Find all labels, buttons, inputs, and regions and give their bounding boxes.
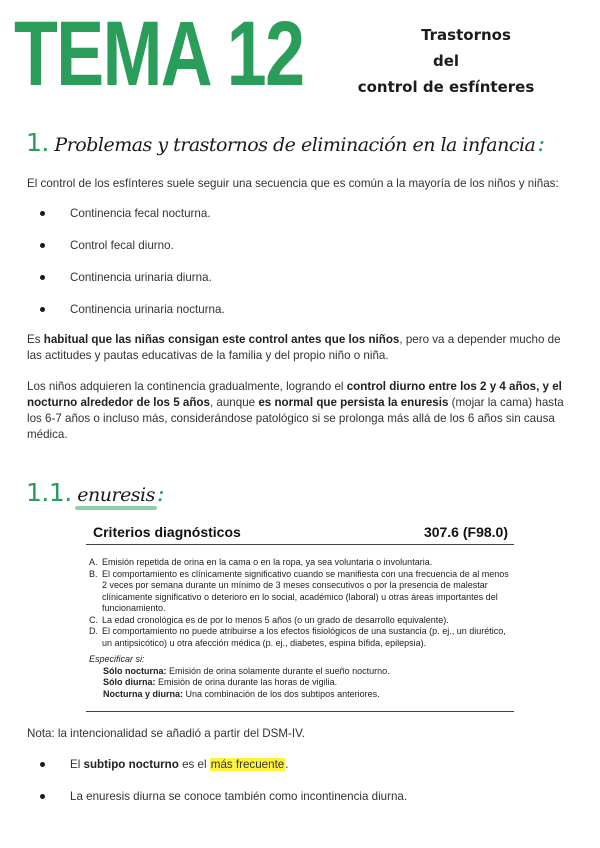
- criteria-list: [86, 557, 514, 649]
- section-colon: :: [156, 481, 165, 507]
- criterion-item: A. Emisión repetida de orina en la cama o en la ropa, ya sea voluntaria o involuntaria.: [89, 557, 433, 567]
- subtype-list: [86, 666, 514, 701]
- intro-paragraph: El control de los esfínteres suele seguir una secuencia que es común a la mayoría de los niños y niñas:: [27, 177, 559, 190]
- bullet-icon: [40, 243, 45, 248]
- highlighted-text: más frecuente: [210, 758, 285, 771]
- bullet-icon: [40, 275, 45, 280]
- note-paragraph: Nota: la intencionalidad se añadió a partir del DSM-IV.: [27, 727, 305, 740]
- paragraph-continence-age: Los niños adquieren la continencia gradualmente, logrando el control diurno entre los 2 y 4 años, y el nocturno alrededor de los 5 años, aunque es normal que persista la enuresis (mojar la cama) hasta los 6-7 años o incluso más, considerándose patológico si se prolonga más allá de los 6 años sin causa médica.: [27, 380, 564, 441]
- criteria-header: [86, 515, 514, 545]
- criterion-item: C. La edad cronológica es de por lo menos 5 años (o un grado de desarrollo equivalente).: [89, 614, 449, 625]
- section-title: enuresis: [77, 484, 155, 506]
- bullet-icon: [40, 211, 45, 216]
- section-number: 1.1.: [26, 478, 72, 507]
- subtitle-line-3: control de esfínteres: [357, 78, 535, 96]
- criterion-item: D. El comportamiento no puede atribuirse a los efectos fisiológicos de una sustancia (p. ej., un diurético, un antipsicótico) u otra afección médica (p. ej., diabetes, espina bífida, epilepsia).: [89, 626, 506, 648]
- diagnostic-criteria-box: [86, 515, 514, 712]
- section-heading-1: [26, 128, 545, 157]
- subtype-item: Sólo diurna: Emisión de orina durante las horas de vigilia.: [103, 677, 338, 687]
- section-number: 1.: [26, 128, 49, 157]
- section-heading-2: [26, 478, 164, 507]
- specify-label: Especificar si:: [89, 654, 145, 664]
- page-title: TEMA 12: [14, 3, 304, 105]
- criteria-code: 307.6 (F98.0): [423, 523, 508, 540]
- bullet-icon: [40, 794, 45, 799]
- bullet-icon: [40, 307, 45, 312]
- criteria-divider: [86, 711, 514, 712]
- paragraph-girls-control: Es habitual que las niñas consigan este control antes que los niños, pero va a depender mucho de las actitudes y pautas educativas de la familia y del propio niño o niña.: [27, 333, 561, 362]
- page-subtitle: [336, 22, 556, 100]
- section-colon: :: [537, 131, 545, 157]
- subtype-item: Sólo nocturna: Emisión de orina solamente durante el sueño nocturno.: [103, 665, 390, 676]
- criterion-item: B. El comportamiento es clínicamente significativo cuando se manifiesta con una frecuencia de al menos 2 veces por semana durante un mínimo de 3 meses consecutivos o por la presencia de malestar clínicamente significativo o deterioro en lo social, académico (laboral) u otras áreas importantes del funcionamiento.: [89, 568, 509, 613]
- bullet-icon: [40, 762, 45, 767]
- criteria-heading: Criterios diagnósticos: [93, 523, 241, 540]
- subtitle-line-1: Trastornos: [421, 26, 511, 44]
- subtitle-line-2: del: [432, 52, 460, 70]
- section-title: Problemas y trastornos de eliminación en la infancia: [54, 134, 536, 156]
- subtype-item: Nocturna y diurna: Una combinación de los dos subtipos anteriores.: [103, 688, 380, 699]
